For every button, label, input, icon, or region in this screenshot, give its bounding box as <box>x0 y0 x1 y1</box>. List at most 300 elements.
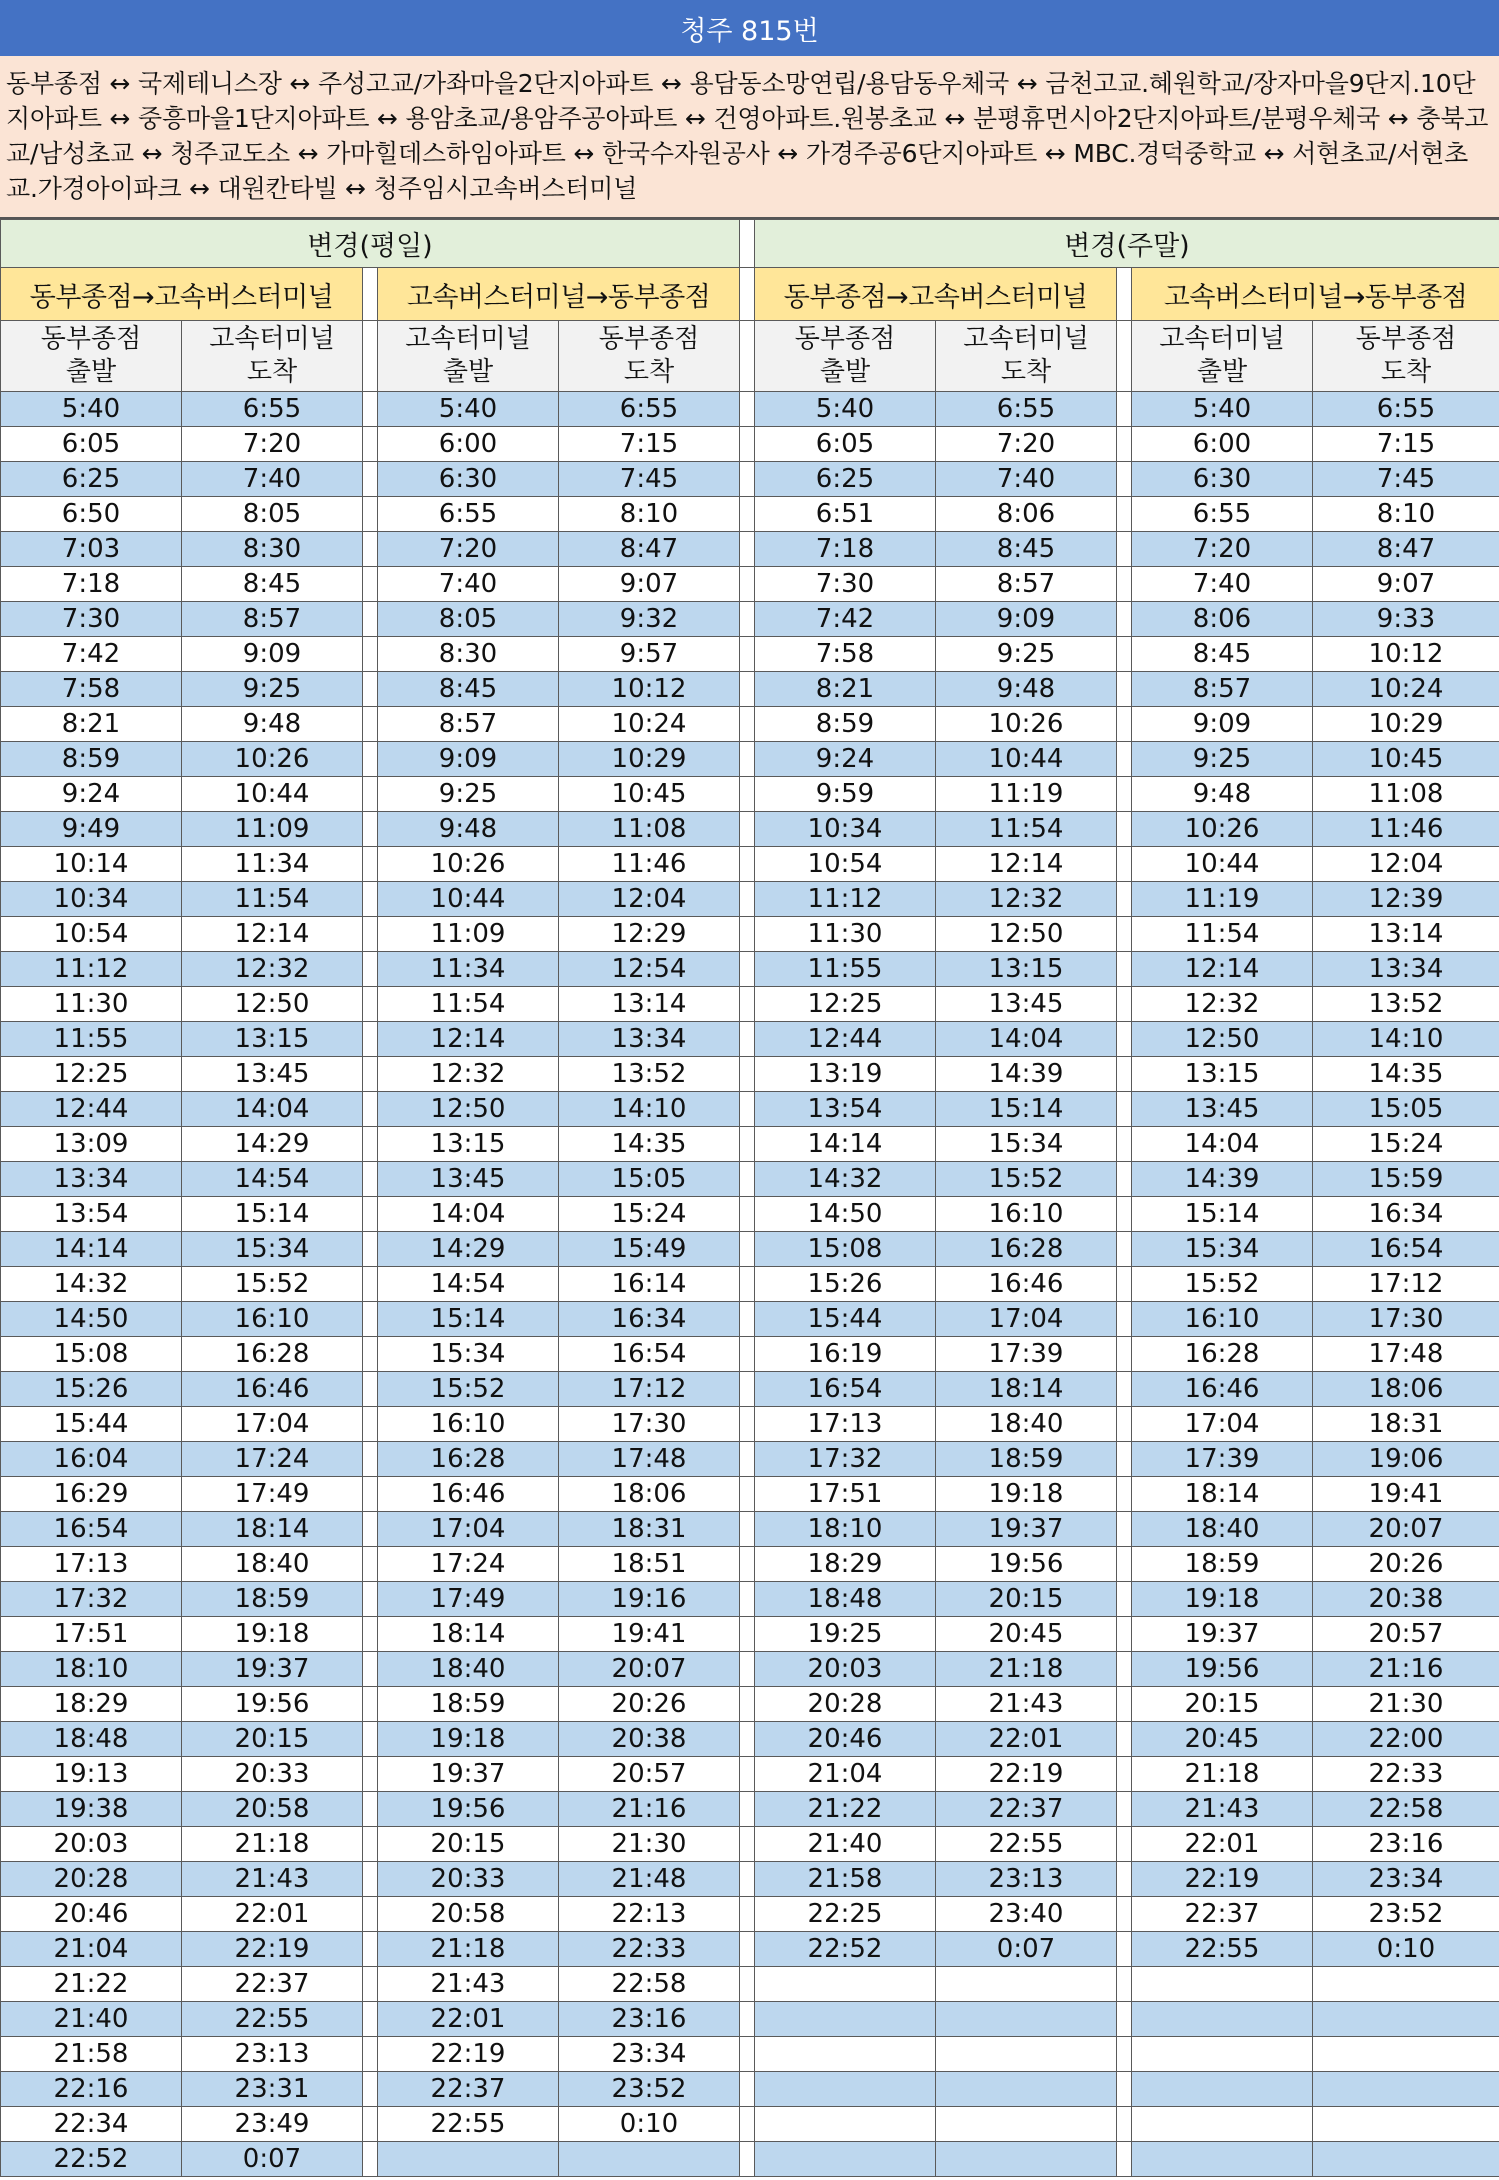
column-gap <box>1117 2002 1132 2037</box>
time-cell: 8:57 <box>378 707 559 742</box>
time-cell: 13:34 <box>1 1162 182 1197</box>
time-cell: 6:25 <box>755 462 936 497</box>
column-gap <box>740 1547 755 1582</box>
time-cell: 21:22 <box>1 1967 182 2002</box>
time-cell: 11:54 <box>1132 917 1313 952</box>
time-cell <box>1132 2037 1313 2072</box>
time-cell: 20:15 <box>182 1722 363 1757</box>
time-cell: 10:12 <box>1313 637 1499 672</box>
column-gap <box>363 268 378 321</box>
column-gap <box>363 1197 378 1232</box>
time-cell: 17:04 <box>378 1512 559 1547</box>
column-gap <box>740 1057 755 1092</box>
column-gap <box>740 1022 755 1057</box>
time-cell: 21:43 <box>936 1687 1117 1722</box>
page-title: 청주 815번 <box>0 0 1499 57</box>
time-cell <box>1132 2107 1313 2142</box>
table-row <box>1 1127 1499 1162</box>
column-gap <box>363 987 378 1022</box>
time-cell: 18:40 <box>182 1547 363 1582</box>
column-gap <box>1117 1197 1132 1232</box>
time-cell <box>755 2037 936 2072</box>
time-cell: 7:58 <box>755 637 936 672</box>
column-gap <box>740 1477 755 1512</box>
time-cell <box>1313 2107 1499 2142</box>
time-cell: 18:31 <box>1313 1407 1499 1442</box>
time-cell: 14:10 <box>559 1092 740 1127</box>
time-cell: 18:10 <box>1 1652 182 1687</box>
time-cell: 22:01 <box>182 1897 363 1932</box>
table-row <box>1 1862 1499 1897</box>
column-gap <box>1117 1757 1132 1792</box>
table-row <box>1 1022 1499 1057</box>
time-cell: 8:57 <box>182 602 363 637</box>
column-gap <box>740 1407 755 1442</box>
section-gap <box>740 220 755 268</box>
time-cell: 22:55 <box>936 1827 1117 1862</box>
time-cell <box>755 2002 936 2037</box>
time-cell: 17:12 <box>559 1372 740 1407</box>
time-cell: 13:34 <box>1313 952 1499 987</box>
time-cell: 7:40 <box>182 462 363 497</box>
time-cell: 20:07 <box>1313 1512 1499 1547</box>
column-gap <box>1117 2072 1132 2107</box>
time-cell: 20:58 <box>182 1792 363 1827</box>
time-cell <box>936 2107 1117 2142</box>
time-cell: 20:45 <box>1132 1722 1313 1757</box>
time-cell: 12:29 <box>559 917 740 952</box>
column-gap <box>363 1547 378 1582</box>
column-gap <box>363 1617 378 1652</box>
time-cell: 15:52 <box>1132 1267 1313 1302</box>
time-cell: 19:56 <box>1132 1652 1313 1687</box>
time-cell: 0:07 <box>182 2142 363 2177</box>
time-cell: 21:43 <box>378 1967 559 2002</box>
time-cell: 8:05 <box>182 497 363 532</box>
time-cell: 18:31 <box>559 1512 740 1547</box>
time-cell: 15:14 <box>182 1197 363 1232</box>
column-gap <box>1117 462 1132 497</box>
time-cell: 14:35 <box>1313 1057 1499 1092</box>
time-cell: 18:51 <box>559 1547 740 1582</box>
table-row <box>1 637 1499 672</box>
time-cell: 21:22 <box>755 1792 936 1827</box>
time-cell <box>936 2142 1117 2177</box>
column-gap <box>740 952 755 987</box>
time-cell: 11:46 <box>559 847 740 882</box>
time-cell: 21:04 <box>755 1757 936 1792</box>
column-gap <box>740 637 755 672</box>
table-row <box>1 2072 1499 2107</box>
time-cell: 14:14 <box>1 1232 182 1267</box>
time-cell: 11:19 <box>1132 882 1313 917</box>
column-gap <box>363 2002 378 2037</box>
time-cell: 18:29 <box>1 1687 182 1722</box>
column-gap <box>1117 1547 1132 1582</box>
column-gap <box>1117 1022 1132 1057</box>
column-gap <box>1117 497 1132 532</box>
time-cell: 22:33 <box>1313 1757 1499 1792</box>
column-gap <box>1117 1162 1132 1197</box>
time-cell: 7:45 <box>1313 462 1499 497</box>
time-cell: 16:28 <box>1132 1337 1313 1372</box>
direction-header: 고속버스터미널→동부종점 <box>1132 268 1499 321</box>
time-cell: 6:55 <box>1313 392 1499 427</box>
column-gap <box>363 1582 378 1617</box>
time-cell: 20:46 <box>1 1897 182 1932</box>
time-cell: 21:18 <box>936 1652 1117 1687</box>
time-cell: 7:30 <box>755 567 936 602</box>
direction-header: 동부종점→고속버스터미널 <box>1 268 363 321</box>
column-header: 고속터미널 도착 <box>936 321 1117 392</box>
time-cell: 16:28 <box>936 1232 1117 1267</box>
time-cell: 10:26 <box>182 742 363 777</box>
time-cell: 10:29 <box>559 742 740 777</box>
column-gap <box>1117 1512 1132 1547</box>
time-cell: 11:34 <box>182 847 363 882</box>
column-gap <box>740 987 755 1022</box>
table-row <box>1 462 1499 497</box>
time-cell: 21:43 <box>182 1862 363 1897</box>
time-cell <box>378 2142 559 2177</box>
table-row <box>1 1057 1499 1092</box>
time-cell: 15:52 <box>936 1162 1117 1197</box>
time-cell: 20:57 <box>559 1757 740 1792</box>
table-row <box>1 1477 1499 1512</box>
time-cell: 13:15 <box>378 1127 559 1162</box>
time-cell: 15:52 <box>182 1267 363 1302</box>
column-gap <box>1117 812 1132 847</box>
time-cell <box>755 2107 936 2142</box>
column-gap <box>363 602 378 637</box>
table-row <box>1 1897 1499 1932</box>
time-cell <box>936 1967 1117 2002</box>
column-gap <box>363 1092 378 1127</box>
column-gap <box>1117 321 1132 392</box>
time-cell: 22:55 <box>378 2107 559 2142</box>
column-gap <box>740 1932 755 1967</box>
time-cell: 14:29 <box>182 1127 363 1162</box>
time-cell: 22:33 <box>559 1932 740 1967</box>
column-gap <box>1117 637 1132 672</box>
time-cell: 5:40 <box>755 392 936 427</box>
column-gap <box>740 1897 755 1932</box>
time-cell: 7:18 <box>1 567 182 602</box>
time-cell: 15:34 <box>1132 1232 1313 1267</box>
column-gap <box>740 1302 755 1337</box>
column-gap <box>363 2142 378 2177</box>
column-header: 동부종점 도착 <box>559 321 740 392</box>
time-cell: 5:40 <box>1132 392 1313 427</box>
time-cell: 13:14 <box>1313 917 1499 952</box>
table-row <box>1 427 1499 462</box>
time-cell: 18:59 <box>1132 1547 1313 1582</box>
time-cell: 22:34 <box>1 2107 182 2142</box>
time-cell: 9:49 <box>1 812 182 847</box>
time-cell: 20:46 <box>755 1722 936 1757</box>
time-cell: 16:04 <box>1 1442 182 1477</box>
column-gap <box>1117 2037 1132 2072</box>
time-cell: 16:46 <box>378 1477 559 1512</box>
time-cell: 10:34 <box>755 812 936 847</box>
time-cell: 12:14 <box>378 1022 559 1057</box>
time-cell: 13:45 <box>1132 1092 1313 1127</box>
time-cell: 19:18 <box>1132 1582 1313 1617</box>
table-row <box>1 707 1499 742</box>
time-cell: 23:34 <box>1313 1862 1499 1897</box>
table-row <box>1 392 1499 427</box>
time-cell: 8:57 <box>1132 672 1313 707</box>
time-cell: 18:06 <box>1313 1372 1499 1407</box>
time-cell: 9:48 <box>182 707 363 742</box>
column-gap <box>740 1652 755 1687</box>
time-cell: 12:44 <box>1 1092 182 1127</box>
time-cell: 21:18 <box>182 1827 363 1862</box>
time-cell: 12:14 <box>936 847 1117 882</box>
time-cell: 9:48 <box>936 672 1117 707</box>
time-cell: 8:10 <box>559 497 740 532</box>
time-cell: 13:52 <box>1313 987 1499 1022</box>
table-row <box>1 1547 1499 1582</box>
time-cell: 16:29 <box>1 1477 182 1512</box>
time-cell: 20:58 <box>378 1897 559 1932</box>
column-header: 동부종점 도착 <box>1313 321 1499 392</box>
time-cell: 19:06 <box>1313 1442 1499 1477</box>
direction-header: 고속버스터미널→동부종점 <box>378 268 740 321</box>
column-gap <box>740 672 755 707</box>
time-cell: 18:29 <box>755 1547 936 1582</box>
column-gap <box>363 567 378 602</box>
column-gap <box>363 1687 378 1722</box>
time-cell: 23:16 <box>559 2002 740 2037</box>
time-cell: 13:45 <box>378 1162 559 1197</box>
time-cell: 12:04 <box>1313 847 1499 882</box>
column-gap <box>1117 1477 1132 1512</box>
time-cell: 11:09 <box>182 812 363 847</box>
column-gap <box>740 462 755 497</box>
table-row <box>1 742 1499 777</box>
time-cell: 21:18 <box>1132 1757 1313 1792</box>
column-gap <box>363 1162 378 1197</box>
time-cell: 15:44 <box>1 1407 182 1442</box>
column-gap <box>740 1267 755 1302</box>
time-cell: 19:37 <box>182 1652 363 1687</box>
column-gap <box>363 497 378 532</box>
column-gap <box>740 1337 755 1372</box>
time-cell: 20:26 <box>1313 1547 1499 1582</box>
time-cell: 16:34 <box>559 1302 740 1337</box>
table-row <box>1 1302 1499 1337</box>
table-row <box>1 1442 1499 1477</box>
table-row <box>1 1337 1499 1372</box>
column-header: 동부종점 출발 <box>755 321 936 392</box>
time-cell: 9:24 <box>1 777 182 812</box>
time-cell: 18:14 <box>936 1372 1117 1407</box>
column-gap <box>1117 1057 1132 1092</box>
time-cell: 8:30 <box>182 532 363 567</box>
time-cell: 15:26 <box>1 1372 182 1407</box>
time-cell: 19:18 <box>936 1477 1117 1512</box>
time-cell: 18:40 <box>378 1652 559 1687</box>
table-row <box>1 987 1499 1022</box>
time-cell: 8:45 <box>182 567 363 602</box>
time-cell: 6:51 <box>755 497 936 532</box>
column-gap <box>740 1757 755 1792</box>
column-gap <box>740 882 755 917</box>
table-row <box>1 1792 1499 1827</box>
time-cell: 18:59 <box>936 1442 1117 1477</box>
table-row <box>1 672 1499 707</box>
column-gap <box>1117 1127 1132 1162</box>
time-cell: 19:37 <box>1132 1617 1313 1652</box>
time-cell <box>755 2142 936 2177</box>
time-cell: 11:34 <box>378 952 559 987</box>
time-cell: 5:40 <box>1 392 182 427</box>
time-cell: 10:24 <box>1313 672 1499 707</box>
time-cell: 9:59 <box>755 777 936 812</box>
time-cell: 22:00 <box>1313 1722 1499 1757</box>
column-gap <box>363 1442 378 1477</box>
column-gap <box>740 2107 755 2142</box>
time-cell: 15:34 <box>378 1337 559 1372</box>
time-cell: 17:49 <box>182 1477 363 1512</box>
time-cell: 17:39 <box>1132 1442 1313 1477</box>
column-gap <box>1117 1687 1132 1722</box>
time-cell: 19:41 <box>559 1617 740 1652</box>
direction-header: 동부종점→고속버스터미널 <box>755 268 1117 321</box>
column-gap <box>363 1897 378 1932</box>
time-cell: 13:54 <box>755 1092 936 1127</box>
column-gap <box>363 1827 378 1862</box>
time-cell: 15:24 <box>1313 1127 1499 1162</box>
column-header: 고속터미널 도착 <box>182 321 363 392</box>
time-cell: 23:13 <box>936 1862 1117 1897</box>
time-cell: 10:44 <box>378 882 559 917</box>
column-gap <box>363 1722 378 1757</box>
time-cell: 19:37 <box>378 1757 559 1792</box>
time-cell: 13:45 <box>936 987 1117 1022</box>
time-cell: 17:30 <box>1313 1302 1499 1337</box>
time-cell: 16:54 <box>755 1372 936 1407</box>
time-cell: 15:24 <box>559 1197 740 1232</box>
time-cell: 22:52 <box>755 1932 936 1967</box>
time-cell: 11:55 <box>1 1022 182 1057</box>
time-cell: 17:13 <box>755 1407 936 1442</box>
time-cell: 23:49 <box>182 2107 363 2142</box>
time-cell: 6:30 <box>1132 462 1313 497</box>
column-gap <box>363 321 378 392</box>
time-cell: 20:45 <box>936 1617 1117 1652</box>
time-cell: 21:48 <box>559 1862 740 1897</box>
column-gap <box>363 462 378 497</box>
column-gap <box>363 1127 378 1162</box>
time-cell: 14:54 <box>378 1267 559 1302</box>
column-gap <box>740 1127 755 1162</box>
time-cell: 18:14 <box>1132 1477 1313 1512</box>
time-cell: 12:50 <box>182 987 363 1022</box>
time-cell: 11:09 <box>378 917 559 952</box>
time-cell: 10:29 <box>1313 707 1499 742</box>
section-header-row <box>1 220 1499 268</box>
time-cell: 7:15 <box>559 427 740 462</box>
time-cell: 22:55 <box>182 2002 363 2037</box>
time-cell: 21:30 <box>559 1827 740 1862</box>
time-cell: 23:52 <box>1313 1897 1499 1932</box>
column-gap <box>740 2142 755 2177</box>
time-cell: 22:55 <box>1132 1932 1313 1967</box>
time-cell: 11:54 <box>378 987 559 1022</box>
time-cell: 19:13 <box>1 1757 182 1792</box>
column-gap <box>1117 882 1132 917</box>
time-cell <box>1132 2142 1313 2177</box>
column-gap <box>740 1232 755 1267</box>
time-cell: 19:25 <box>755 1617 936 1652</box>
time-cell: 6:55 <box>182 392 363 427</box>
time-cell: 6:55 <box>1132 497 1313 532</box>
column-gap <box>740 1092 755 1127</box>
time-cell: 20:07 <box>559 1652 740 1687</box>
column-gap <box>363 1757 378 1792</box>
column-gap <box>1117 567 1132 602</box>
time-cell: 11:19 <box>936 777 1117 812</box>
column-gap <box>363 1232 378 1267</box>
column-header: 고속터미널 출발 <box>1132 321 1313 392</box>
time-cell <box>1313 1967 1499 2002</box>
column-gap <box>363 1477 378 1512</box>
column-gap <box>740 532 755 567</box>
time-cell: 23:40 <box>936 1897 1117 1932</box>
time-cell: 15:44 <box>755 1302 936 1337</box>
time-cell <box>559 2142 740 2177</box>
column-gap <box>363 1372 378 1407</box>
time-cell: 17:32 <box>755 1442 936 1477</box>
column-gap <box>740 497 755 532</box>
column-gap <box>1117 427 1132 462</box>
time-cell: 19:18 <box>378 1722 559 1757</box>
time-cell: 22:25 <box>755 1897 936 1932</box>
time-cell: 14:50 <box>755 1197 936 1232</box>
table-row <box>1 1687 1499 1722</box>
time-cell: 20:03 <box>755 1652 936 1687</box>
time-cell: 22:58 <box>559 1967 740 2002</box>
time-cell: 20:26 <box>559 1687 740 1722</box>
time-cell: 10:44 <box>1132 847 1313 882</box>
column-gap <box>1117 777 1132 812</box>
time-cell: 6:55 <box>936 392 1117 427</box>
column-gap <box>363 847 378 882</box>
time-cell: 6:05 <box>1 427 182 462</box>
time-cell <box>936 2072 1117 2107</box>
time-cell: 14:04 <box>182 1092 363 1127</box>
time-cell: 22:19 <box>378 2037 559 2072</box>
column-gap <box>740 1827 755 1862</box>
time-cell: 15:26 <box>755 1267 936 1302</box>
column-gap <box>740 427 755 462</box>
time-cell <box>1313 2037 1499 2072</box>
column-gap <box>1117 1967 1132 2002</box>
time-cell: 15:08 <box>1 1337 182 1372</box>
time-cell: 17:13 <box>1 1547 182 1582</box>
time-cell <box>936 2002 1117 2037</box>
time-cell: 14:04 <box>378 1197 559 1232</box>
time-cell: 12:14 <box>1132 952 1313 987</box>
time-cell: 6:55 <box>378 497 559 532</box>
time-cell: 23:52 <box>559 2072 740 2107</box>
time-cell <box>755 2072 936 2107</box>
column-gap <box>1117 1897 1132 1932</box>
time-cell: 7:20 <box>182 427 363 462</box>
time-cell <box>1132 2072 1313 2107</box>
